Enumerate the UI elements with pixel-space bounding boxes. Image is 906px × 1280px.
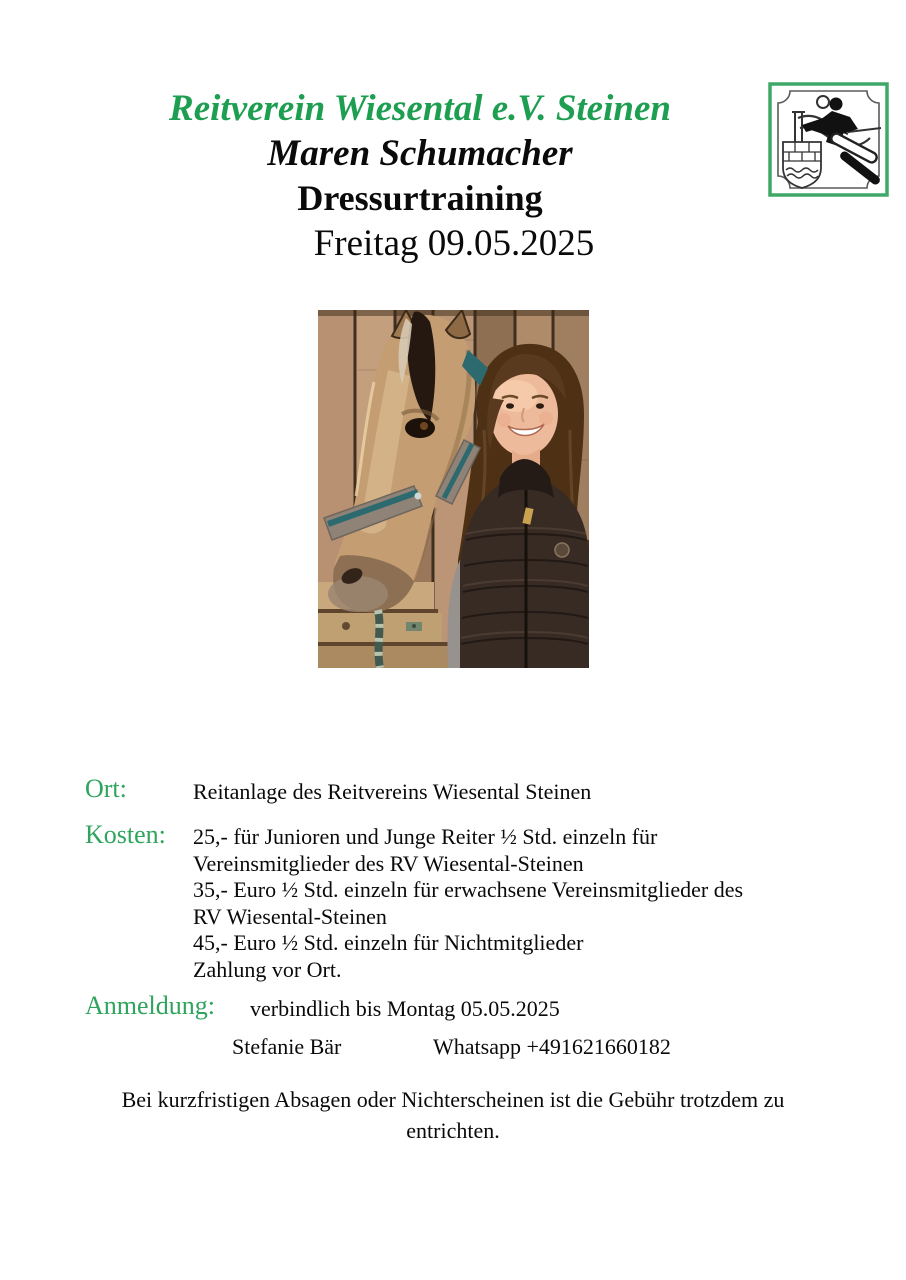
contact-name: Stefanie Bär <box>232 1034 342 1059</box>
kosten-line: 45,- Euro ½ Std. einzeln für Nichtmitglieder <box>193 930 584 955</box>
event-title: Dressurtraining <box>297 178 543 218</box>
trainer-name: Maren Schumacher <box>267 133 573 174</box>
ort-value: Reitanlage des Reitvereins Wiesental Steinen <box>193 779 592 804</box>
anmeldung-value: verbindlich bis Montag 05.05.2025 <box>250 996 560 1021</box>
anmeldung-label: Anmeldung: <box>85 991 215 1020</box>
kosten-label: Kosten: <box>85 820 166 849</box>
contact-whatsapp: Whatsapp +491621660182 <box>433 1034 671 1059</box>
kosten-line: 25,- für Junioren und Junge Reiter ½ Std. einzeln für <box>193 824 658 849</box>
kosten-line: RV Wiesental-Steinen <box>193 903 387 929</box>
kosten-line: Vereinsmitglieder des RV Wiesental-Steinen <box>193 850 584 876</box>
ort-label: Ort: <box>85 774 127 803</box>
club-emblem-icon <box>768 82 889 197</box>
cancellation-note: Bei kurzfristigen Absagen oder Nichterscheinen ist die Gebühr trotzdem zu entrichten. <box>121 1087 785 1143</box>
header-block <box>0 86 840 266</box>
trainer-with-horse-photo <box>318 310 589 668</box>
kosten-line: Zahlung vor Ort. <box>193 956 342 982</box>
kosten-lines <box>193 824 743 983</box>
event-date: Freitag 09.05.2025 <box>313 223 595 264</box>
photo-graphic <box>318 310 589 668</box>
club-title: Reitverein Wiesental e.V. Steinen <box>169 88 671 129</box>
kosten-line: 35,- Euro ½ Std. einzeln für erwachsene Vereinsmitglieder des <box>193 877 744 902</box>
jumping-rider-emblem-graphic <box>768 82 889 197</box>
